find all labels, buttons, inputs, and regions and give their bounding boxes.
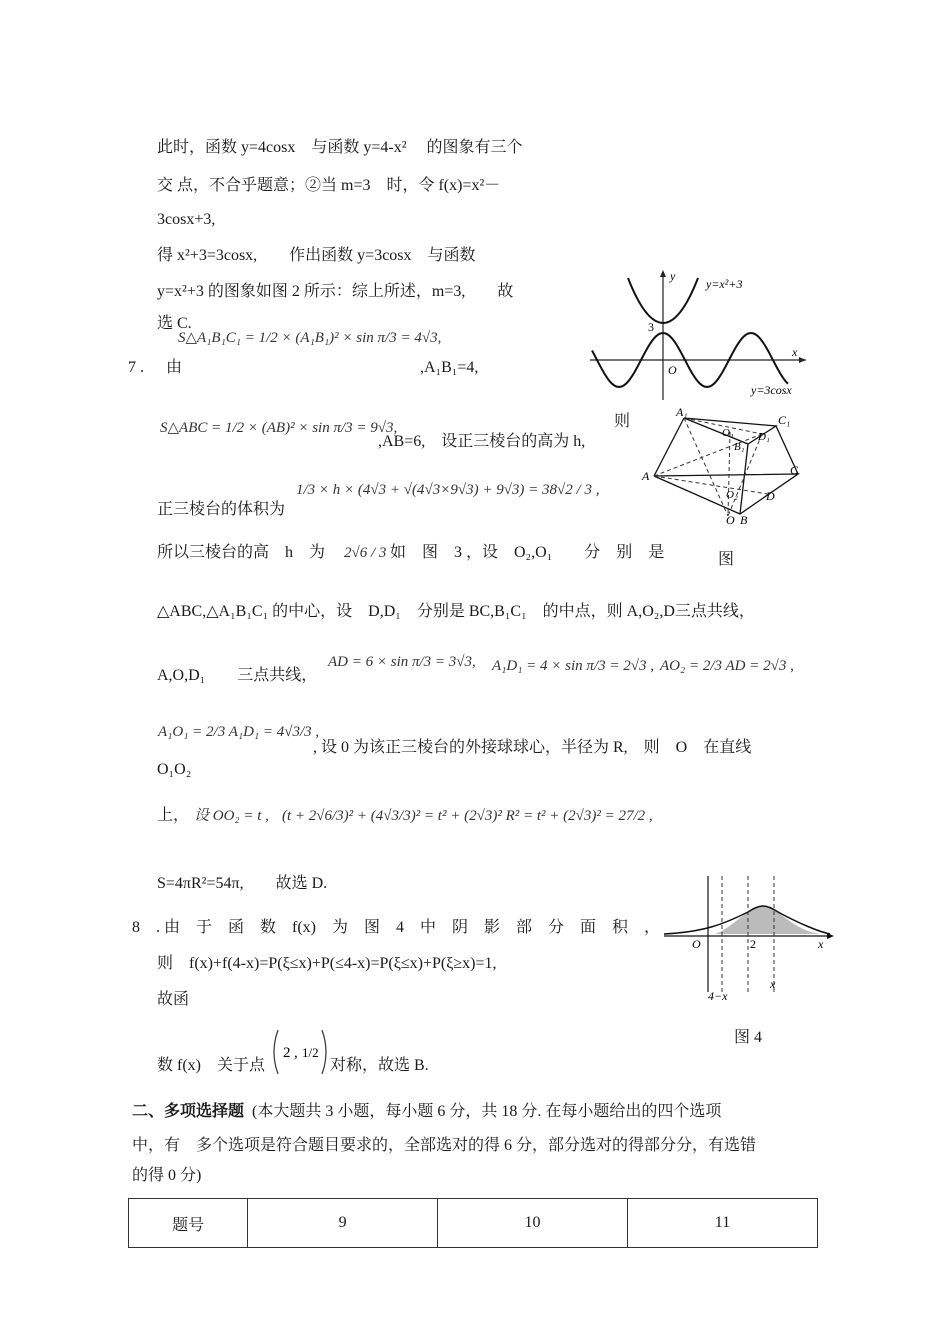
formula-volume: 1/3 × h × (4√3 + √(4√3×9√3) + 9√3) = 38√2 / 3 , [296, 482, 600, 498]
formula-equation: (t + 2√6/3)² + (4√3/3)² = t² + (2√3)² R² = t² + (2√3)² = 27/2 , [282, 808, 653, 824]
fig3-label-b: B [740, 513, 748, 527]
fig2-origin-label: O [668, 363, 677, 377]
solution7-ab: ,AB=6, 设正三棱台的高为 h, [378, 433, 586, 450]
figure4-caption: 图 4 [734, 1029, 763, 1046]
point-x: 2 [283, 1045, 291, 1061]
solution6-line5: y=x²+3 的图象如图 2 所示：综上所述，m=3, 故 [157, 283, 514, 300]
fig3-label-c1: C₁ [778, 413, 791, 427]
solution6-line2: 交 点，不合乎题意；②当 m=3 时，令 f(x)=x²－ [157, 177, 501, 194]
fig3-label-d1: D₁ [758, 431, 770, 443]
fig3-label-o1: O₁ [722, 427, 734, 439]
fig3-label-c: C [790, 463, 799, 477]
answer-table [128, 1198, 818, 1248]
fig2-y-label: y [670, 269, 676, 283]
figure3-caption: 图 [718, 551, 735, 568]
solution8-line1: 8 . 由 于 函 数 f(x) 为 图 4 中 阴 影 部 分 面 积 ， [132, 919, 660, 936]
figure2 [588, 268, 810, 404]
fig3-label-b1: B₁ [734, 441, 745, 453]
fig4-x: x [770, 977, 776, 991]
collinear-line: A,O,D₁ 三点共线， [157, 667, 318, 684]
fig4-two: 2 [750, 937, 756, 951]
formula-oo2: 设 OO₂ = t , [194, 808, 269, 824]
section2-desc2: 中，有 多个选项是符合题目要求的，全部选对的得 6 分，部分选对的得部分分，有选错 [132, 1137, 757, 1154]
formula-ad: AD = 6 × sin π/3 = 3√3, [328, 654, 476, 670]
solution6-line6: 选 C. [157, 315, 192, 332]
fig2-x-label: x [792, 345, 798, 359]
formula-ao2: AO₂ = 2/3 AD = 2√3 , [660, 658, 794, 674]
o1o2-label: O₁O₂ [157, 761, 192, 778]
fig3-label-o: O [726, 513, 735, 527]
fig3-label-o2: O₂ [726, 489, 738, 501]
height-suffix: 如 图 3 ，设 O₂,O₁ 分 别 是 [390, 544, 665, 561]
sphere-line: , 设 0 为该正三棱台的外接球球心，半径为 R, 则 O 在直线 [313, 739, 752, 756]
table-cell-9: 9 [248, 1199, 438, 1248]
section2-title: 二、多项选择题 [132, 1103, 245, 1120]
table-header-cell: 题号 [129, 1199, 248, 1248]
fig4-x-axis: x [818, 937, 824, 951]
height-value: 2√6 / 3 [344, 545, 387, 561]
solution7-a1b1: ,A₁B₁=4, [420, 359, 479, 376]
solution6-line4: 得 x²+3=3cosx, 作出函数 y=3cosx 与函数 [157, 247, 476, 264]
section2-desc3: 的得 0 分) [132, 1167, 202, 1184]
solution7-then: 则 [614, 413, 631, 430]
formula-a1d1: A₁D₁ = 4 × sin π/3 = 2√3 , [492, 658, 654, 674]
solution8-line3: 故函 [157, 991, 190, 1008]
figure4 [664, 874, 836, 1002]
fig3-label-a1: A₁ [676, 405, 688, 419]
fig4-4-x: 4−x [708, 989, 728, 1002]
table-cell-10: 10 [438, 1199, 628, 1248]
formula-area-bottom: S△ABC = 1/2 × (AB)² × sin π/3 = 9√3, [160, 420, 398, 436]
svg-text:,: , [294, 1045, 298, 1061]
solution8-line4-prefix: 数 f(x) 关于点 [157, 1057, 265, 1074]
table-row [129, 1199, 818, 1248]
solution8-line4-suffix: 对称，故选 B. [330, 1057, 429, 1074]
fig2-parabola-label: y=x²+3 [706, 277, 743, 291]
solution6-line3: 3cosx+3, [157, 211, 216, 228]
solution7-by: 由 [166, 359, 183, 376]
formula-area-top: S△A₁B₁C₁ = 1/2 × (A₁B₁)² × sin π/3 = 4√3, [178, 330, 442, 346]
solution7-result: S=4πR²=54π, 故选 D. [157, 875, 328, 892]
volume-label: 正三棱台的体积为 [157, 501, 286, 518]
formula-a1o1: A₁O₁ = 2/3 A₁D₁ = 4√3/3 , [158, 724, 320, 740]
height-prefix: 所以三棱台的高 h 为 [157, 544, 326, 561]
symmetry-point [270, 1026, 330, 1078]
fig3-label-a: A [642, 469, 650, 483]
solution8-line2: 则 f(x)+f(4-x)=P(ξ≤x)+P(≤4-x)=P(ξ≤x)+P(ξ≥x)=1, [157, 955, 497, 972]
solution6-line1: 此时，函数 y=4cosx 与函数 y=4-x² 的图象有三个 [157, 139, 523, 156]
fig3-label-d: D [766, 489, 775, 503]
table-cell-11: 11 [628, 1199, 818, 1248]
solution7-number: 7 . [128, 359, 144, 376]
point-y: 1/2 [302, 1045, 319, 1060]
on-label: 上， [157, 807, 190, 824]
fig2-intercept-label: 3 [648, 320, 654, 334]
section2-desc1: (本大题共 3 小题，每小题 6 分，共 18 分. 在每小题给出的四个选项 [252, 1103, 722, 1120]
fig4-origin: O [692, 937, 701, 951]
figure3 [640, 404, 810, 544]
fig2-cos-label: y=3cosx [751, 383, 792, 397]
centers-line: △ABC,△A₁B₁C₁ 的中心，设 D,D₁ 分别是 BC,B₁C₁ 的中点，则 A,O₂,D三点共线， [157, 603, 755, 620]
